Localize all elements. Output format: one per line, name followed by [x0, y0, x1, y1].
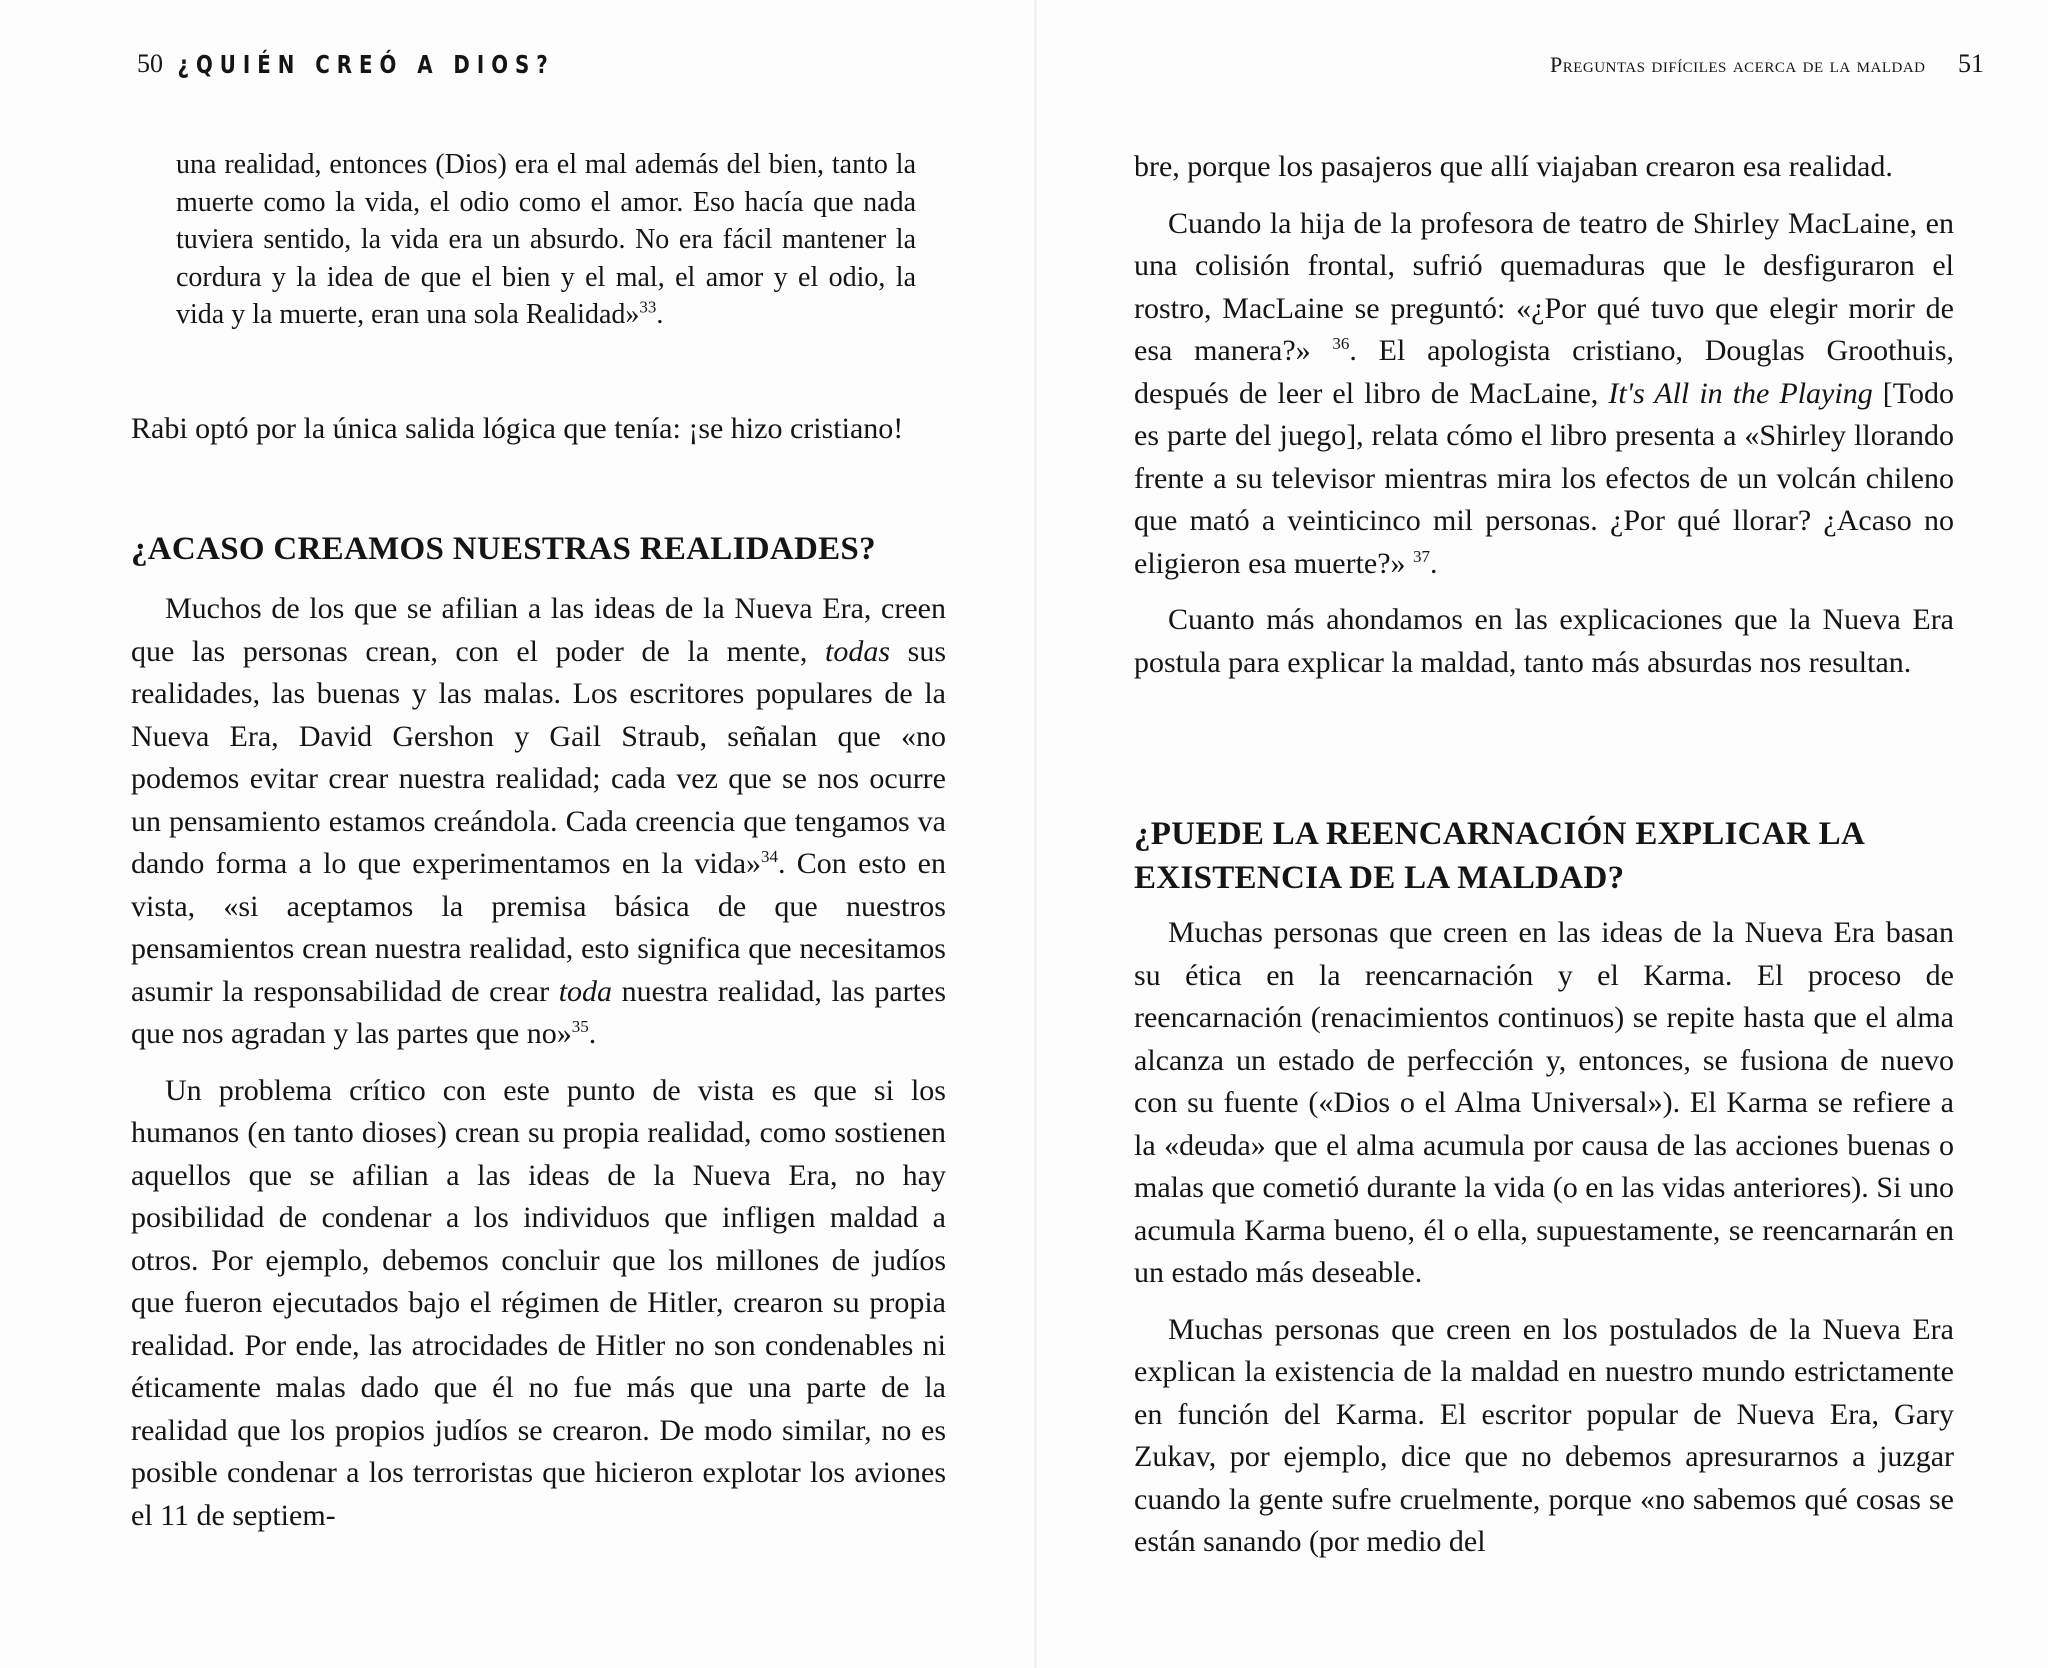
section-heading-realities: ¿ACASO CREAMOS NUESTRAS REALIDADES? [131, 531, 876, 567]
section-heading-reincarnation-wrap [1134, 812, 1954, 900]
paragraph-gap [1134, 585, 1954, 599]
body-paragraph: Cuanto más ahondamos en las explicaciones que la Nueva Era postula para explicar la maldad, tanto más absurdas nos resultan. [1134, 603, 1954, 679]
footnote-ref: 36 [1332, 334, 1350, 353]
paragraph-gap [1134, 189, 1954, 203]
left-body-text [131, 588, 946, 1537]
left-page-number: 50 [137, 49, 163, 78]
footnote-ref: 33 [639, 297, 657, 317]
footnote-ref: 35 [571, 1017, 589, 1036]
right-body-text [1134, 912, 1954, 1564]
body-paragraph: Muchos de los que se afilian a las ideas de la Nueva Era, creen que las personas crean, con el poder de la mente, todas sus realidades, las buenas y las malas. Los escritores populares de la Nueva Era, David Gershon y Gail Straub, señalan que «no podemos evitar crear nuestra realidad; cada vez que se nos ocurre un pensamiento estamos creándola. Cada creencia que tengamos va dando forma a lo que experimentamos en la vida»$^{34}$. Con esto en vista, «si aceptamos la premisa básica de que nuestros pensamientos crean nuestra realidad, esto significa que necesitamos asumir la responsabilidad de crear toda nuestra realidad, las partes que nos agradan y las partes que no»$^{35}$. [131, 592, 946, 1050]
body-paragraph: Un problema crítico con este punto de vista es que si los humanos (en tanto dioses) crean su propia realidad, como sostienen aquellos que se afilian a las ideas de la Nueva Era, no hay posibilidad de condenar a los individuos que infligen maldad a otros. Por ejemplo, debemos concluir que los millones de judíos que fueron ejecutados bajo el régimen de Hitler, crearon su propia realidad. Por ende, las atrocidades de Hitler no son condenables ni éticamente malas dado que él no fue más que una parte de la realidad que los propios judíos se crearon. De modo similar, no es posible condenar a los terroristas que hicieron explotar los aviones el 11 de septiem- [131, 1073, 946, 1532]
book-gutter [1034, 0, 1037, 1668]
left-running-header [137, 44, 555, 86]
block-quote [176, 146, 916, 334]
left-header-title: ¿QUIÉN CREÓ A DIOS? [177, 51, 555, 80]
right-top-text [1134, 146, 1954, 684]
left-page [0, 0, 1020, 1668]
footnote-ref: 37 [1413, 546, 1431, 566]
after-quote-paragraph-wrap [131, 408, 946, 451]
continuation-paragraph: bre, porque los pasajeros que allí viajaban crearon esa realidad. [1134, 150, 1893, 183]
quote-paragraph: una realidad, entonces (Dios) era el mal además del bien, tanto la muerte como la vida, el odio como el amor. Eso hacía que nada tuviera sentido, la vida era un absurdo. No era fácil mantener la cordura y la idea de que el bien y el mal, el amor y el odio, la vida y la muerte, eran una sola Realidad»$^{33}$. [176, 149, 916, 330]
right-page-number: 51 [1958, 49, 1984, 78]
section-heading-reincarnation: ¿PUEDE LA REENCARNACIÓN EXPLICAR LA EXISTENCIA DE LA MALDAD? [1134, 816, 1866, 896]
section-heading-realities-wrap [131, 527, 946, 571]
body-paragraph: Cuando la hija de la profesora de teatro de Shirley MacLaine, en una colisión frontal, sufrió quemaduras que le desfiguraron el rostro, MacLaine se preguntó: «¿Por qué tuvo que elegir morir de esa manera?» $^{36}$. El apologista cristiano, Douglas Groothuis, después de leer el libro de MacLaine, It's All in the Playing [Todo es parte del juego], relata cómo el libro presenta a «Shirley llorando frente a su televisor mientras mira los efectos de un volcán chileno que mató a veinticinco mil personas. ¿Por qué llorar? ¿Acaso no eligieron esa muerte?» $^{37}$. [1134, 206, 1954, 580]
paragraph-gap [1134, 1295, 1954, 1309]
footnote-ref: 34 [761, 847, 779, 866]
after-quote-paragraph: Rabi optó por la única salida lógica que tenía: ¡se hizo cristiano! [131, 412, 904, 445]
body-paragraph: Muchas personas que creen en los postulados de la Nueva Era explican la existencia de la maldad en nuestro mundo estrictamente en función del Karma. El escritor popular de Nueva Era, Gary Zukav, por ejemplo, dice que no debemos apresurarnos a juzgar cuando la gente sufre cruelmente, porque «no sabemos qué cosas se están sanando (por medio del [1134, 1312, 1954, 1558]
paragraph-gap [131, 1056, 946, 1070]
right-header-title: Preguntas difíciles acerca de la maldad [1549, 52, 1926, 77]
right-running-header [1550, 44, 1984, 85]
body-paragraph: Muchas personas que creen en las ideas de la Nueva Era basan su ética en la reencarnación y el Karma. El proceso de reencarnación (renacimientos continuos) se repite hasta que el alma alcanza un estado de perfección y, entonces, se fusiona de nuevo con su fuente («Dios o el Alma Universal»). El Karma se refiere a la «deuda» que el alma acumula por causa de las acciones buenas o malas que cometió durante la vida (o en las vidas anteriores). Si uno acumula Karma bueno, él o ella, supuestamente, se reencarnarán en un estado más deseable. [1134, 916, 1954, 1289]
